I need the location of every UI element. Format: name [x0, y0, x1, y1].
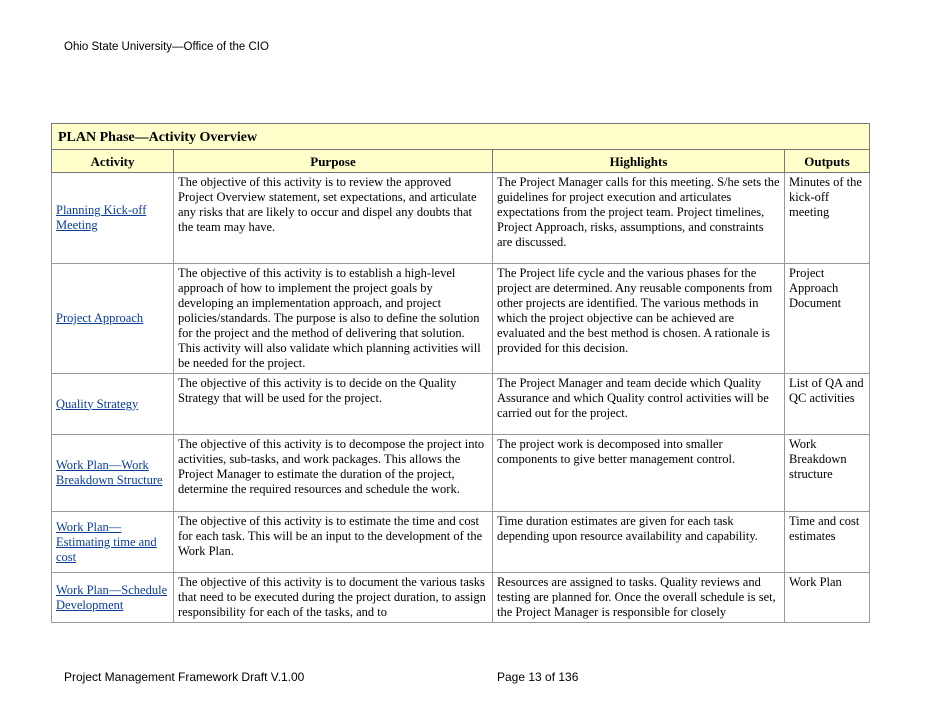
table-row [52, 512, 870, 573]
activity-link[interactable]: Quality Strategy [52, 374, 174, 435]
table-title: PLAN Phase—Activity Overview [52, 124, 870, 150]
table-row [52, 374, 870, 435]
outputs-cell: List of QA and QC activities [785, 374, 870, 435]
column-header-outputs: Outputs [785, 150, 870, 173]
footer-page-number: Page 13 of 136 [497, 670, 579, 684]
page-header-org: Ohio State University—Office of the CIO [64, 41, 269, 53]
purpose-cell: The objective of this activity is to estimate the time and cost for each task. This will be an input to the development of the Work Plan. [174, 512, 493, 573]
outputs-cell: Time and cost estimates [785, 512, 870, 573]
activity-overview-table [51, 123, 870, 623]
footer-document-title: Project Management Framework Draft V.1.00 [64, 670, 305, 684]
purpose-cell: The objective of this activity is to document the various tasks that need to be executed during the project duration, to assign responsibility for each of the tasks, and to [174, 573, 493, 623]
column-header-purpose: Purpose [174, 150, 493, 173]
table-row [52, 173, 870, 264]
table-row [52, 573, 870, 623]
activity-link[interactable]: Project Approach [52, 264, 174, 374]
highlights-cell: Time duration estimates are given for each task depending upon resource availability and capability. [493, 512, 785, 573]
purpose-cell: The objective of this activity is to decide on the Quality Strategy that will be used for the project. [174, 374, 493, 435]
outputs-cell: Minutes of the kick-off meeting [785, 173, 870, 264]
table-header-row [52, 150, 870, 173]
highlights-cell: The Project life cycle and the various phases for the project are determined. Any reusable components from other projects are identified. The various methods in which the project objective can be achieved are evaluated and the best method is chosen. A rationale is provided for this decision. [493, 264, 785, 374]
purpose-cell: The objective of this activity is to review the approved Project Overview statement, set expectations, and articulate any risks that are likely to occur and dispel any doubts that the team may have. [174, 173, 493, 264]
highlights-cell: The Project Manager calls for this meeting. S/he sets the guidelines for project execution and articulates expectations from the project team. Project timelines, Project Approach, risks, assumptions, and constraints are discussed. [493, 173, 785, 264]
activity-link[interactable]: Work Plan—Work Breakdown Structure [52, 435, 174, 512]
outputs-cell: Work Plan [785, 573, 870, 623]
activity-overview-table-wrapper [51, 123, 869, 623]
highlights-cell: Resources are assigned to tasks. Quality reviews and testing are planned for. Once the overall schedule is set, the Project Manager is responsible for closely [493, 573, 785, 623]
purpose-cell: The objective of this activity is to establish a high-level approach of how to implement the project goals by developing an implementation approach, and project policies/standards. The purpose is also to define the solution for the project and the method of delivering that solution. This activity will also validate which planning activities will be needed for the project. [174, 264, 493, 374]
column-header-highlights: Highlights [493, 150, 785, 173]
column-header-activity: Activity [52, 150, 174, 173]
highlights-cell: The project work is decomposed into smaller components to give better management control. [493, 435, 785, 512]
outputs-cell: Project Approach Document [785, 264, 870, 374]
table-row [52, 264, 870, 374]
table-row [52, 435, 870, 512]
highlights-cell: The Project Manager and team decide which Quality Assurance and which Quality control activities will be carried out for the project. [493, 374, 785, 435]
table-title-row [52, 124, 870, 150]
purpose-cell: The objective of this activity is to decompose the project into activities, sub-tasks, and work packages. This allows the Project Manager to estimate the duration of the project, determine the required resources and schedule the work. [174, 435, 493, 512]
activity-link[interactable]: Work Plan—Estimating time and cost [52, 512, 174, 573]
outputs-cell: Work Breakdown structure [785, 435, 870, 512]
activity-link[interactable]: Planning Kick-off Meeting [52, 173, 174, 264]
activity-link[interactable]: Work Plan—Schedule Development [52, 573, 174, 623]
